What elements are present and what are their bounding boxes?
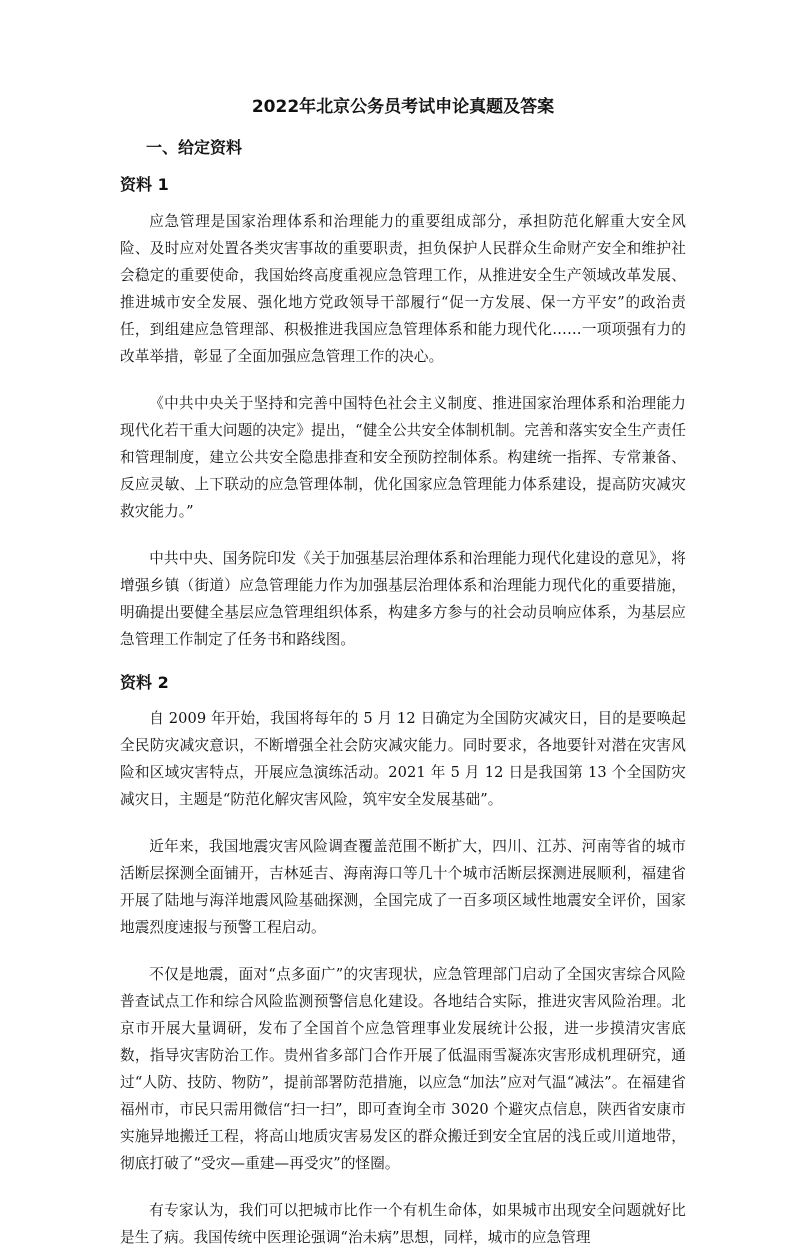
paragraph: 应急管理是国家治理体系和治理能力的重要组成部分，承担防范化解重大安全风险、及时应对处置各类灾害事故的重要职责，担负保护人民群众生命财产安全和维护社会稳定的重要使命，我国始终高度重视应急管理工作，从推进安全生产领域改革发展、推进城市安全发展、强化地方党政领导干部履行“促一方发展、保一方平安”的政治责任，到组建应急管理部、积极推进我国应急管理体系和能力现代化……一项项强有力的改革举措，彰显了全面加强应急管理工作的决心。 [120, 212, 686, 365]
material-2 [120, 673, 686, 1251]
paragraph: 《中共中央关于坚持和完善中国特色社会主义制度、推进国家治理体系和治理能力现代化若干重大问题的决定》提出，“健全公共安全体制机制。完善和落实安全生产责任和管理制度，建立公共安全隐患排查和安全预防控制体系。构建统一指挥、专常兼备、反应灵敏、上下联动的应急管理体制，优化国家应急管理能力体系建设，提高防灾减灾救灾能力。” [120, 394, 686, 520]
material-heading: 资料 1 [120, 174, 169, 194]
paragraph: 近年来，我国地震灾害风险调查覆盖范围不断扩大，四川、江苏、河南等省的城市活断层探测全面铺开，吉林延吉、海南海口等几十个城市活断层探测进展顺利，福建省开展了陆地与海洋地震风险基础探测，全国完成了一百多项区域性地震安全评价，国家地震烈度速报与预警工程启动。 [120, 838, 686, 937]
paragraph: 中共中央、国务院印发《关于加强基层治理体系和治理能力现代化建设的意见》，将增强乡镇（街道）应急管理能力作为加强基层治理体系和治理能力现代化的重要措施，明确提出要健全基层应急管理组织体系，构建多方参与的社会动员响应体系，为基层应急管理工作制定了任务书和路线图。 [120, 549, 686, 648]
material-1 [120, 175, 686, 653]
document-title: 2022年北京公务员考试申论真题及答案 [251, 97, 555, 117]
paragraph: 自 2009 年开始，我国将每年的 5 月 12 日确定为全国防灾减灾日，目的是要唤起全民防灾减灾意识，不断增强全社会防灾减灾能力。同时要求，各地要针对潜在灾害风险和区域灾害特点，开展应急演练活动。2021 年 5 月 12 日是我国第 13 个全国防灾减灾日，主题是“防范化解灾害风险，筑牢安全发展基础”。 [120, 710, 686, 809]
paragraph: 不仅是地震，面对“点多面广”的灾害现状，应急管理部门启动了全国灾害综合风险普查试点工作和综合风险监测预警信息化建设。各地结合实际，推进灾害风险治理。北京市开展大量调研，发布了全国首个应急管理事业发展统计公报，进一步摸清灾害底数，指导灾害防治工作。贵州省多部门合作开展了低温雨雪凝冻灾害形成机理研究，通过“人防、技防、物防”，提前部署防范措施，以应急“加法”应对气温“减法”。在福建省福州市，市民只需用微信“扫一扫”，即可查询全市 3020 个避灾点信息，陕西省安康市实施异地搬迁工程，将高山地质灾害易发区的群众搬迁到安全宜居的浅丘或川道地带，彻底打破了“受灾—重建—再受灾”的怪圈。 [120, 966, 686, 1173]
section-heading: 一、给定资料 [146, 138, 243, 158]
material-heading: 资料 2 [120, 672, 169, 692]
paragraph: 有专家认为，我们可以把城市比作一个有机生命体，如果城市出现安全问题就好比是生了病。我国传统中医理论强调“治未病”思想，同样，城市的应急管理 [120, 1202, 686, 1247]
